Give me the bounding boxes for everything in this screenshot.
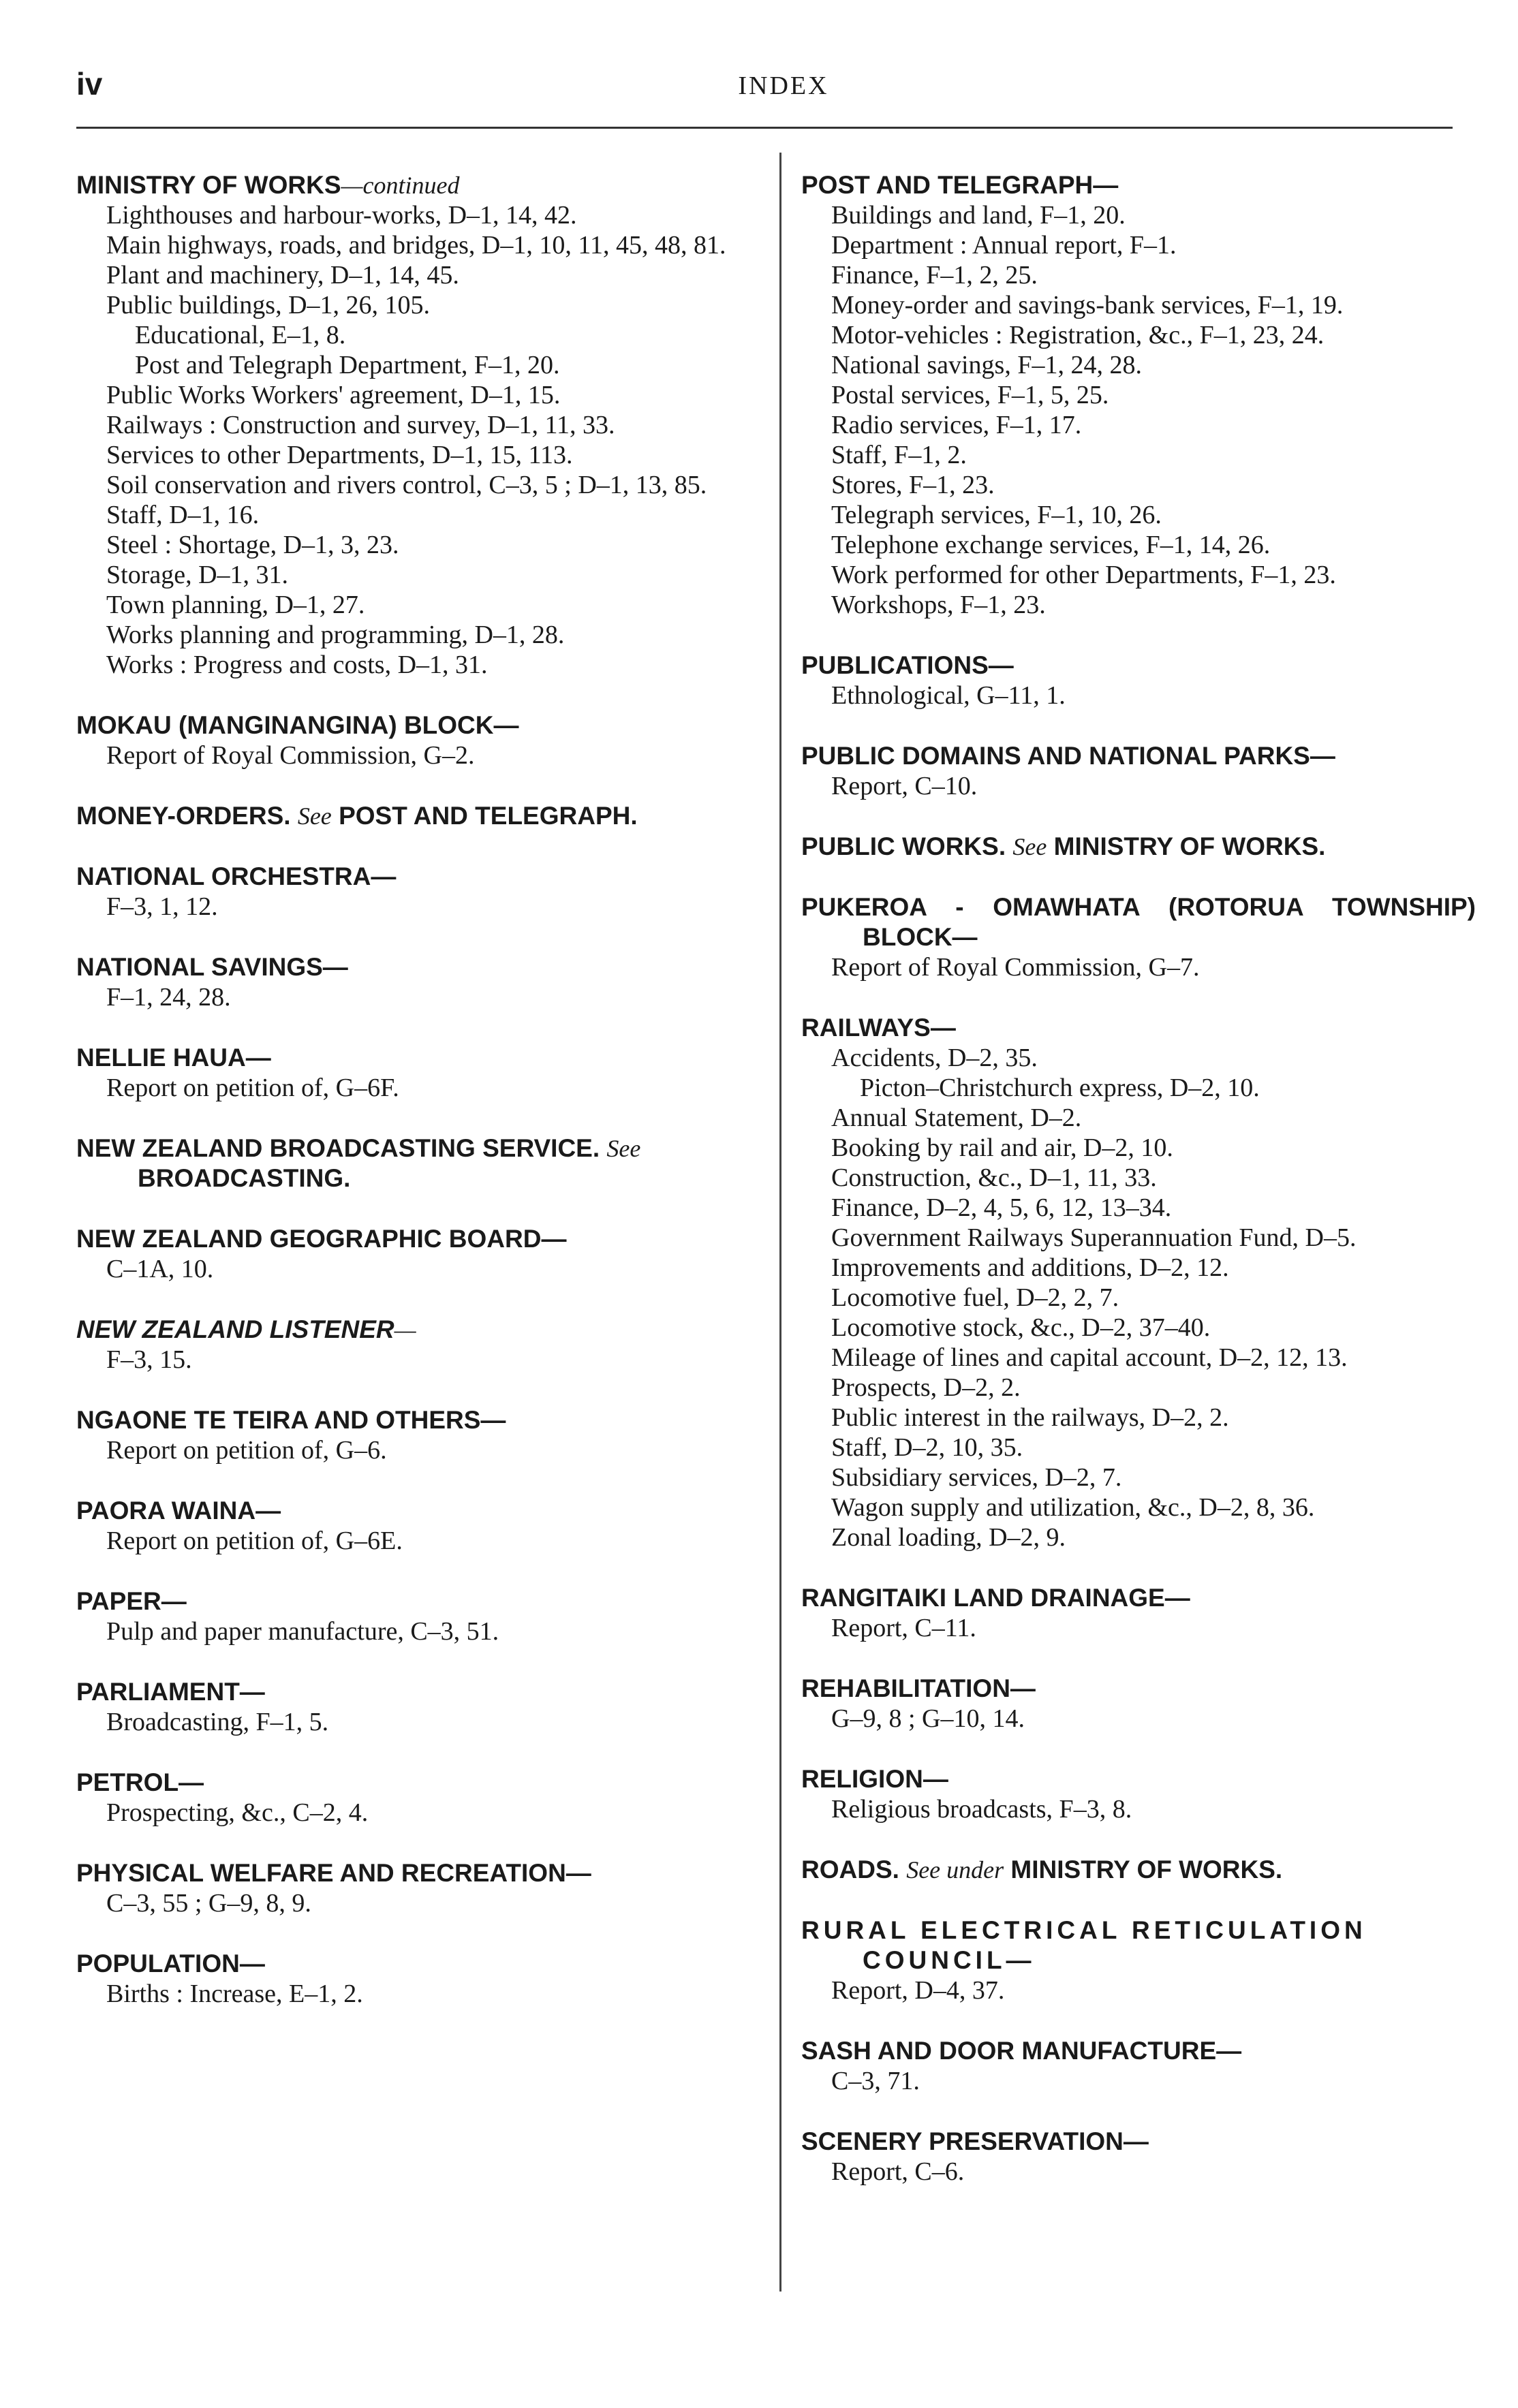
page-header xyxy=(0,0,1518,136)
index-subentry: Ethnological, G–11, 1. xyxy=(831,681,1066,710)
index-subentry: F–1, 24, 28. xyxy=(106,983,231,1012)
heading-text: PHYSICAL WELFARE AND RECREATION— xyxy=(76,1859,591,1887)
heading-text: POPULATION— xyxy=(76,1950,265,1977)
index-subentry: Report, C–10. xyxy=(831,772,978,800)
index-subentry: Plant and machinery, D–1, 14, 45. xyxy=(106,261,459,290)
index-subentry: G–9, 8 ; G–10, 14. xyxy=(831,1704,1025,1733)
entry-heading xyxy=(76,1949,758,1979)
index-subentry: Booking by rail and air, D–2, 10. xyxy=(831,1133,1173,1162)
index-subentry: Telegraph services, F–1, 10, 26. xyxy=(831,501,1162,529)
see-reference-word: See xyxy=(297,802,332,830)
index-entry-railways xyxy=(801,1013,1476,1552)
index-subentry: Zonal loading, D–2, 9. xyxy=(831,1523,1066,1552)
heading-text: NEW ZEALAND BROADCASTING SERVICE. xyxy=(76,1134,600,1162)
entry-heading xyxy=(76,862,758,892)
index-subentry: Pulp and paper manufacture, C–3, 51. xyxy=(106,1617,499,1646)
entry-heading xyxy=(801,832,1476,862)
index-entry-new-zealand-listener xyxy=(76,1315,758,1375)
index-subentry: Finance, D–2, 4, 5, 6, 12, 13–34. xyxy=(831,1193,1172,1222)
index-subentry: Work performed for other Departments, F–1, 23. xyxy=(831,561,1336,589)
index-subentry: Storage, D–1, 31. xyxy=(106,561,289,589)
index-subentry: Public Works Workers' agreement, D–1, 15. xyxy=(106,381,561,409)
index-subentry: Finance, F–1, 2, 25. xyxy=(831,261,1038,290)
index-subentry: Staff, F–1, 2. xyxy=(831,441,967,469)
entry-heading xyxy=(76,1858,758,1888)
entry-heading xyxy=(76,170,758,200)
index-subentry: Picton–Christchurch express, D–2, 10. xyxy=(860,1074,1260,1102)
index-entry-paper xyxy=(76,1586,758,1646)
heading-text: PAPER— xyxy=(76,1587,187,1615)
entry-heading xyxy=(801,1583,1476,1613)
index-subentry: Post and Telegraph Department, F–1, 20. xyxy=(135,351,560,379)
entry-heading xyxy=(76,1768,758,1798)
index-entry-national-savings xyxy=(76,952,758,1012)
heading-text: RURAL ELECTRICAL RETICULATION COUNCIL— xyxy=(801,1916,1367,1974)
index-subentry: Accidents, D–2, 35. xyxy=(831,1044,1038,1072)
index-subentry: Stores, F–1, 23. xyxy=(831,471,995,499)
entry-heading xyxy=(76,710,758,740)
index-entry-ministry-of-works xyxy=(76,170,758,680)
index-subentry: Mileage of lines and capital account, D–2, 12, 13. xyxy=(831,1343,1348,1372)
index-entry-parliament xyxy=(76,1677,758,1737)
entry-heading xyxy=(76,1315,758,1345)
index-entry-public-domains-and-national-parks xyxy=(801,741,1476,801)
entry-heading xyxy=(76,801,758,831)
index-subentry: Broadcasting, F–1, 5. xyxy=(106,1708,329,1736)
index-entry-population xyxy=(76,1949,758,2009)
index-subentry: Government Railways Superannuation Fund, D–5. xyxy=(831,1223,1357,1252)
index-subentry: F–3, 15. xyxy=(106,1345,192,1374)
index-subentry: National savings, F–1, 24, 28. xyxy=(831,351,1142,379)
heading-text: RAILWAYS— xyxy=(801,1014,956,1042)
index-entry-roads xyxy=(801,1855,1476,1885)
see-reference-word: See under xyxy=(906,1856,1004,1883)
entry-heading xyxy=(801,651,1476,681)
index-entry-nellie-haua xyxy=(76,1043,758,1103)
index-entry-rural-electrical-reticulation-council xyxy=(801,1916,1476,2005)
index-entry-mokau-manginangina-block xyxy=(76,710,758,770)
index-subentry: Report on petition of, G–6. xyxy=(106,1436,387,1465)
see-reference-target: MINISTRY OF WORKS. xyxy=(1053,832,1326,860)
index-subentry: Town planning, D–1, 27. xyxy=(106,591,365,619)
heading-text: RELIGION— xyxy=(801,1765,948,1793)
entry-heading xyxy=(801,170,1476,200)
index-subentry: C–3, 55 ; G–9, 8, 9. xyxy=(106,1889,311,1918)
entry-heading xyxy=(76,1677,758,1707)
heading-text: SCENERY PRESERVATION— xyxy=(801,2127,1149,2155)
see-reference-target: POST AND TELEGRAPH. xyxy=(339,802,638,830)
entry-heading xyxy=(801,1674,1476,1704)
index-subentry: Report of Royal Commission, G–7. xyxy=(831,953,1200,982)
index-subentry: Works : Progress and costs, D–1, 31. xyxy=(106,651,488,679)
index-subentry: Radio services, F–1, 17. xyxy=(831,411,1082,439)
index-subentry: Main highways, roads, and bridges, D–1, 10, 11, 45, 48, 81. xyxy=(106,231,726,260)
index-column-right xyxy=(801,170,1476,2217)
heading-text: MINISTRY OF WORKS xyxy=(76,171,341,199)
heading-text: MOKAU (MANGINANGINA) BLOCK— xyxy=(76,711,519,739)
index-entry-rangitaiki-land-drainage xyxy=(801,1583,1476,1643)
index-subentry: Annual Statement, D–2. xyxy=(831,1104,1082,1132)
index-subentry: Prospects, D–2, 2. xyxy=(831,1373,1021,1402)
index-subentry: F–3, 1, 12. xyxy=(106,892,218,921)
heading-text: MONEY-ORDERS. xyxy=(76,802,291,830)
heading-text: PARLIAMENT— xyxy=(76,1678,265,1706)
index-entry-publications xyxy=(801,651,1476,710)
heading-suffix: —continued xyxy=(341,172,460,199)
entry-heading xyxy=(801,1013,1476,1043)
heading-text: ROADS. xyxy=(801,1856,899,1883)
heading-text: NEW ZEALAND GEOGRAPHIC BOARD— xyxy=(76,1225,567,1253)
entry-heading xyxy=(76,1405,758,1435)
see-reference-target: BROADCASTING. xyxy=(138,1164,351,1192)
index-subentry: Locomotive fuel, D–2, 2, 7. xyxy=(831,1283,1119,1312)
index-column-left xyxy=(76,170,758,2039)
index-subentry: C–3, 71. xyxy=(831,2067,920,2095)
index-subentry: Report, D–4, 37. xyxy=(831,1976,1005,2005)
index-subentry: Construction, &c., D–1, 11, 33. xyxy=(831,1163,1157,1192)
see-reference-target: MINISTRY OF WORKS. xyxy=(1010,1856,1283,1883)
index-entry-sash-and-door-manufacture xyxy=(801,2036,1476,2096)
index-subentry: Services to other Departments, D–1, 15, 113. xyxy=(106,441,573,469)
index-subentry: Public interest in the railways, D–2, 2. xyxy=(831,1403,1229,1432)
index-subentry: Improvements and additions, D–2, 12. xyxy=(831,1253,1229,1282)
page-number: iv xyxy=(76,66,103,101)
index-entry-public-works xyxy=(801,832,1476,862)
index-subentry: Staff, D–1, 16. xyxy=(106,501,260,529)
index-entry-scenery-preservation xyxy=(801,2127,1476,2187)
heading-text: SASH AND DOOR MANUFACTURE— xyxy=(801,2037,1242,2065)
index-subentry: Report on petition of, G–6F. xyxy=(106,1074,399,1102)
entry-heading xyxy=(76,1224,758,1254)
index-entry-rehabilitation xyxy=(801,1674,1476,1734)
heading-text: PETROL— xyxy=(76,1768,204,1796)
index-entry-money-orders xyxy=(76,801,758,831)
index-subentry: Railways : Construction and survey, D–1, 11, 33. xyxy=(106,411,615,439)
index-subentry: Educational, E–1, 8. xyxy=(135,321,346,349)
heading-text: NATIONAL ORCHESTRA— xyxy=(76,862,397,890)
index-subentry: Subsidiary services, D–2, 7. xyxy=(831,1463,1122,1492)
index-subentry: Works planning and programming, D–1, 28. xyxy=(106,621,565,649)
index-subentry: Motor-vehicles : Registration, &c., F–1, 23, 24. xyxy=(831,321,1325,349)
index-subentry: Soil conservation and rivers control, C–3, 5 ; D–1, 13, 85. xyxy=(106,471,707,499)
heading-suffix: — xyxy=(394,1316,416,1343)
heading-text: PUKEROA - OMAWHATA (ROTORUA TOWNSHIP) BLOCK— xyxy=(801,893,1476,951)
entry-heading xyxy=(76,1133,758,1193)
heading-text: PUBLIC WORKS. xyxy=(801,832,1006,860)
index-subentry: Religious broadcasts, F–3, 8. xyxy=(831,1795,1132,1824)
index-subentry: Locomotive stock, &c., D–2, 37–40. xyxy=(831,1313,1211,1342)
index-subentry: Telephone exchange services, F–1, 14, 26. xyxy=(831,531,1271,559)
index-subentry: Report, C–11. xyxy=(831,1614,976,1642)
heading-text: PAORA WAINA— xyxy=(76,1497,281,1524)
heading-text: PUBLICATIONS— xyxy=(801,651,1014,679)
index-subentry: Department : Annual report, F–1. xyxy=(831,231,1177,260)
entry-heading xyxy=(76,1496,758,1526)
entry-heading xyxy=(76,1586,758,1616)
heading-text: NATIONAL SAVINGS— xyxy=(76,953,348,981)
see-reference-word: See xyxy=(1012,833,1047,860)
index-entry-physical-welfare-and-recreation xyxy=(76,1858,758,1918)
heading-text: POST AND TELEGRAPH— xyxy=(801,171,1119,199)
index-subentry: Wagon supply and utilization, &c., D–2, 8, 36. xyxy=(831,1493,1315,1522)
index-entry-ngaone-te-teira-and-others xyxy=(76,1405,758,1465)
index-subentry: Report on petition of, G–6E. xyxy=(106,1527,403,1555)
entry-heading xyxy=(801,2036,1476,2066)
index-subentry: Public buildings, D–1, 26, 105. xyxy=(106,291,431,319)
column-divider xyxy=(779,153,781,2292)
index-entry-new-zealand-geographic-board xyxy=(76,1224,758,1284)
index-entry-new-zealand-broadcasting-service xyxy=(76,1133,758,1193)
index-subentry: Buildings and land, F–1, 20. xyxy=(831,201,1126,230)
entry-heading xyxy=(801,892,1476,952)
index-entry-post-and-telegraph xyxy=(801,170,1476,620)
index-subentry: Report, C–6. xyxy=(831,2157,965,2186)
index-subentry: Births : Increase, E–1, 2. xyxy=(106,1980,363,2008)
index-entry-pukeroa-omawhata-rotorua-township-block xyxy=(801,892,1476,982)
entry-heading xyxy=(801,1855,1476,1885)
index-entry-national-orchestra xyxy=(76,862,758,922)
index-subentry: Prospecting, &c., C–2, 4. xyxy=(106,1798,369,1827)
entry-heading xyxy=(76,952,758,982)
index-subentry: Workshops, F–1, 23. xyxy=(831,591,1046,619)
index-subentry: Steel : Shortage, D–1, 3, 23. xyxy=(106,531,399,559)
index-entry-paora-waina xyxy=(76,1496,758,1556)
header-rule xyxy=(76,127,1453,129)
index-subentry: Staff, D–2, 10, 35. xyxy=(831,1433,1023,1462)
index-subentry: C–1A, 10. xyxy=(106,1255,214,1283)
entry-heading xyxy=(801,2127,1476,2157)
index-entry-petrol xyxy=(76,1768,758,1828)
index-entry-religion xyxy=(801,1764,1476,1824)
heading-text: RANGITAIKI LAND DRAINAGE— xyxy=(801,1584,1190,1612)
page-title: INDEX xyxy=(738,72,829,100)
index-subentry: Postal services, F–1, 5, 25. xyxy=(831,381,1109,409)
heading-text: NEW ZEALAND LISTENER xyxy=(76,1315,394,1343)
see-reference-word: See xyxy=(606,1135,641,1162)
entry-heading xyxy=(801,1764,1476,1794)
entry-heading xyxy=(801,1916,1476,1975)
heading-text: PUBLIC DOMAINS AND NATIONAL PARKS— xyxy=(801,742,1335,770)
entry-heading xyxy=(801,741,1476,771)
index-subentry: Lighthouses and harbour-works, D–1, 14, 42. xyxy=(106,201,577,230)
heading-text: REHABILITATION— xyxy=(801,1674,1036,1702)
heading-text: NGAONE TE TEIRA AND OTHERS— xyxy=(76,1406,506,1434)
entry-heading xyxy=(76,1043,758,1073)
index-subentry: Report of Royal Commission, G–2. xyxy=(106,741,475,770)
heading-text: NELLIE HAUA— xyxy=(76,1044,271,1072)
index-subentry: Money-order and savings-bank services, F–1, 19. xyxy=(831,291,1344,319)
